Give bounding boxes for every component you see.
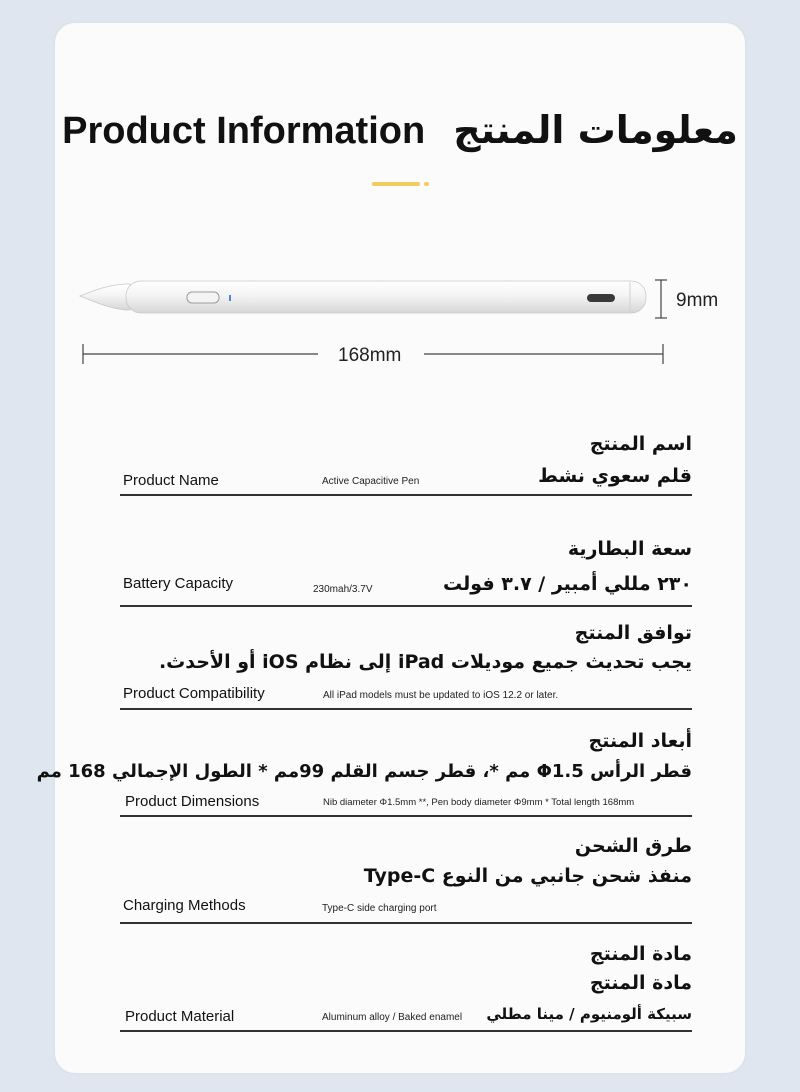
- row-name-value-ar: قلم سعوي نشط: [538, 465, 692, 487]
- row-material-value: Aluminum alloy / Baked enamel: [322, 1012, 463, 1023]
- row-compat-value: All iPad models must be updated to iOS 12.2 or later.: [323, 690, 559, 701]
- row-dimensions-value-ar: قطر الرأس Φ1.5 مم *، قطر جسم القلم 99مم * الطول الإجمالي 168 مم: [36, 761, 692, 782]
- typec-port: [587, 294, 615, 302]
- row-material-label: Product Material: [125, 1008, 235, 1025]
- title-english: Product Information: [62, 110, 426, 152]
- row-charging-value-ar: منفذ شحن جانبي من النوع Type-C: [363, 865, 692, 887]
- row-compat-label: Product Compatibility: [123, 685, 265, 702]
- row-material-label-ar: مادة المنتج: [589, 943, 692, 965]
- accent-dot: [424, 182, 429, 186]
- pen-nib: [80, 284, 130, 310]
- row-dimensions-label-ar: أبعاد المنتج: [588, 730, 692, 752]
- row-material-value-ar: مادة المنتج: [589, 972, 692, 994]
- row-battery-label-ar: سعة البطارية: [567, 538, 692, 560]
- row-divider: [120, 605, 692, 607]
- accent-bar: [372, 182, 420, 186]
- row-material-value-ar-2: سبيكة ألومنيوم / مينا مطلي: [486, 1005, 692, 1023]
- row-name-label-ar: اسم المنتج: [589, 433, 692, 455]
- row-compat-value-ar: يجب تحديث جميع موديلات iPad إلى نظام iOS أو الأحدث.: [158, 651, 692, 673]
- row-divider: [120, 922, 692, 924]
- row-name-label: Product Name: [123, 472, 219, 489]
- row-battery-value-ar: ٢٣٠ مللي أمبير / ٣.٧ فولت: [443, 573, 692, 595]
- row-charging-value: Type-C side charging port: [322, 903, 437, 914]
- length-label: 168mm: [338, 345, 402, 366]
- power-button: [187, 292, 219, 303]
- row-charging-label: Charging Methods: [123, 897, 246, 914]
- row-battery-value: 230mah/3.7V: [313, 584, 373, 595]
- row-dimensions-value: Nib diameter Φ1.5mm **, Pen body diameter Φ9mm * Total length 168mm: [323, 797, 635, 808]
- row-compat-label-ar: توافق المنتج: [574, 622, 692, 644]
- row-divider: [120, 708, 692, 710]
- row-divider: [120, 815, 692, 817]
- row-divider: [120, 494, 692, 496]
- led-indicator: [229, 295, 231, 301]
- page-title: [0, 108, 800, 153]
- row-battery-label: Battery Capacity: [123, 575, 234, 592]
- row-dimensions-label: Product Dimensions: [125, 793, 260, 810]
- title-arabic: معلومات المنتج: [453, 108, 738, 152]
- row-name-value: Active Capacitive Pen: [322, 476, 420, 487]
- row-divider: [120, 1030, 692, 1032]
- row-charging-label-ar: طرق الشحن: [574, 835, 692, 857]
- diameter-label: 9mm: [676, 290, 719, 311]
